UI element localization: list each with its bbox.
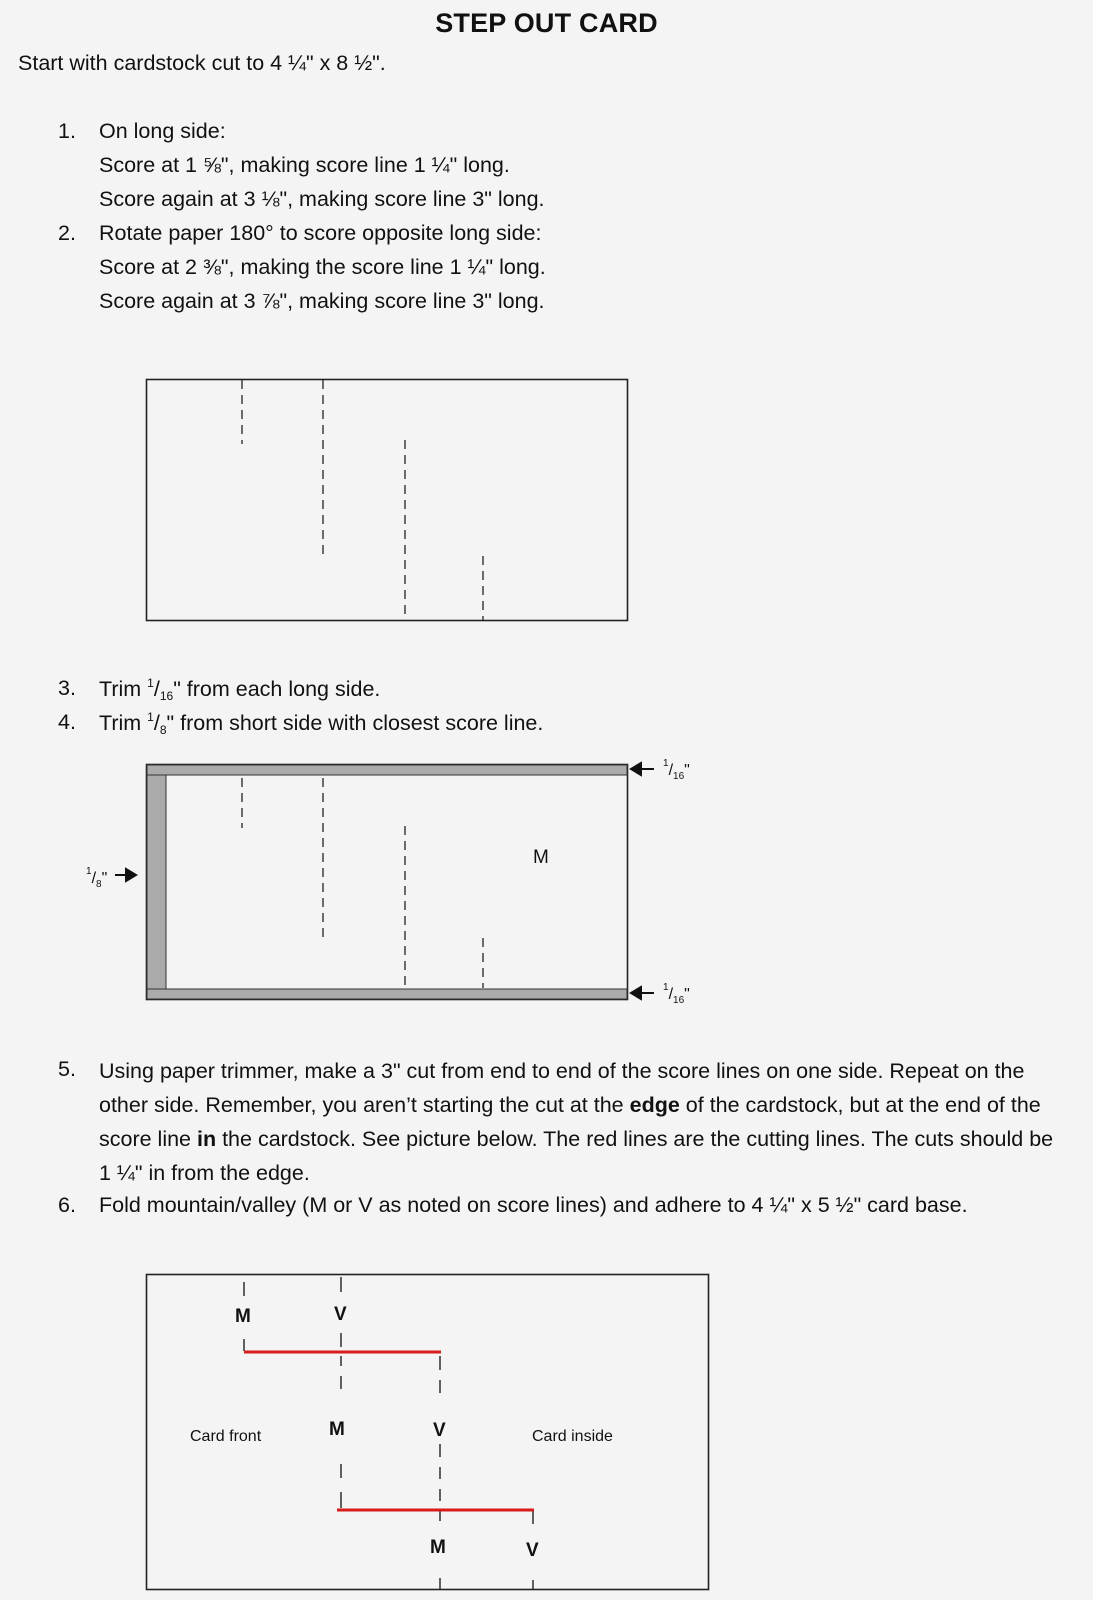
step-line: Rotate paper 180° to score opposite long side: <box>99 221 542 245</box>
trim-label-bottom: $^1/_{16}$" <box>663 982 690 1006</box>
step-number: 1. <box>58 119 76 143</box>
step-number: 4. <box>58 710 76 734</box>
step5-bold: in <box>197 1127 217 1151</box>
fraction-numerator: 1 <box>147 676 154 690</box>
step-number: 3. <box>58 676 76 700</box>
fraction-numerator: 1 <box>663 982 669 993</box>
step-line: Score at 2 ⅜", making the score line 1 ¼" long. <box>99 255 546 279</box>
fraction-denominator: 16 <box>159 689 174 703</box>
inch-mark: " <box>101 870 108 887</box>
step5-bold: edge <box>629 1093 680 1117</box>
step4-pre: Trim <box>99 711 148 735</box>
card-inside-label: Card inside <box>532 1428 613 1445</box>
step-number: 5. <box>58 1057 76 1081</box>
fold-mark: V <box>334 1304 347 1325</box>
fraction-numerator: 1 <box>663 758 669 769</box>
fold-mark: M <box>329 1419 345 1440</box>
step3-post: " from each long side. <box>173 677 381 701</box>
step5-part: the cardstock. See picture below. The red lines are the cutting lines. The cuts should be 1 ¼" in from the edge. <box>99 1127 1054 1185</box>
intro-text: Start with cardstock cut to 4 ¼" x 8 ½". <box>18 51 386 75</box>
inch-mark: " <box>684 762 690 779</box>
step-line: Score again at 3 ⅞", making score line 3" long. <box>99 289 545 313</box>
trim-label-left: $^1/_8$" <box>86 866 108 890</box>
fraction-denominator: 16 <box>673 771 685 782</box>
fraction-denominator: 8 <box>96 879 102 890</box>
step3-pre: Trim <box>99 677 148 701</box>
inch-mark: " <box>684 986 690 1003</box>
step-number: 6. <box>58 1193 76 1217</box>
fold-mark: V <box>526 1540 539 1561</box>
step-number: 2. <box>58 221 76 245</box>
fold-mark: M <box>235 1306 251 1327</box>
card-front-label: Card front <box>190 1428 262 1445</box>
cut-lines <box>244 1352 534 1510</box>
page-title: STEP OUT CARD <box>435 8 658 38</box>
step4-post: " from short side with closest score line. <box>166 711 544 735</box>
fold-mark: V <box>433 1420 446 1441</box>
step5-part: Using paper trimmer, make a 3" cut from end to end of the score lines on one side. Repeat on the other side. Remember, you aren’t starting the cut at the <box>99 1059 1025 1117</box>
step-line: Score at 1 ⅝", making score line 1 ¼" long. <box>99 153 510 177</box>
fraction-numerator: 1 <box>86 866 92 877</box>
step6-text: Fold mountain/valley (M or V as noted on score lines) and adhere to 4 ¼" x 5 ½" card base. <box>99 1193 968 1217</box>
step5-part: of the cardstock, but at the end of the score line <box>99 1093 1041 1151</box>
fraction-denominator: 8 <box>159 723 167 737</box>
fold-mark: M <box>430 1537 446 1558</box>
step-line: Score again at 3 ⅛", making score line 3" long. <box>99 187 545 211</box>
step-line: On long side: <box>99 119 226 143</box>
fold-lines <box>244 1277 533 1590</box>
fraction-numerator: 1 <box>147 710 154 724</box>
step4-text: Trim $^1/_8$" from short side with closest score line. <box>99 710 544 737</box>
mountain-mark: M <box>533 847 549 868</box>
fraction-denominator: 16 <box>673 995 685 1006</box>
step3-text: Trim $^1/_{16}$" from each long side. <box>99 676 381 703</box>
trim-label-top: $^1/_{16}$" <box>663 758 690 782</box>
